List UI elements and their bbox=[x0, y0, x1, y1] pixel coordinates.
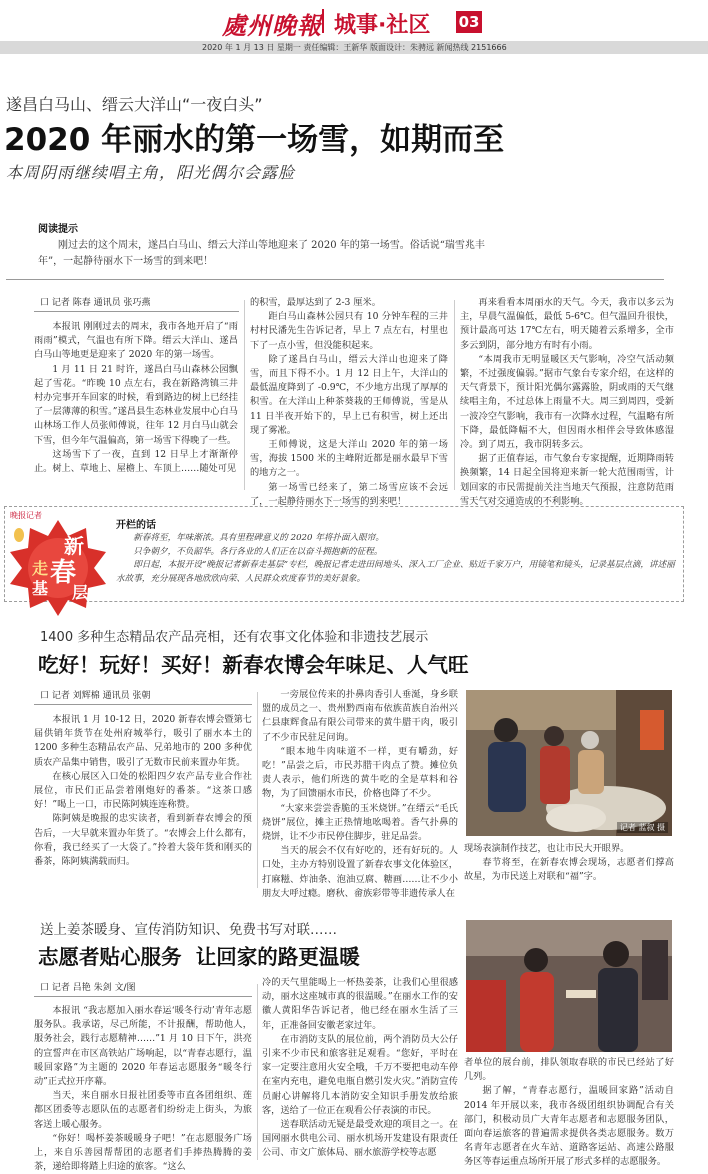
story2-col2-p2: “眼本地牛肉味道不一样，更有嚼劲，好吃！”品尝之后，市民苏腊干肉点了赞。摊位负责人表示，他们所选的黄牛吃的全是草料和谷物，为了回馈丽水市民，价格也降了不少。 bbox=[262, 745, 458, 800]
story2-col3 bbox=[464, 842, 674, 885]
story1-subhead: 本周阴雨继续唱主角，阳光偶尔会露脸 bbox=[6, 163, 296, 182]
story3-photo bbox=[466, 920, 672, 1052]
story3-divider-1 bbox=[257, 984, 258, 1160]
story1-col1-p3: 这场雪下了一夜，直到 12 日早上才渐渐停止。树上、草地上、屋檐上、车顶上……随处可见 bbox=[34, 448, 238, 475]
story2-col2-p1: 一旁展位传来的扑鼻肉香引人垂涎，身乡联盟的成员之一、贵州黔西南布依族苗族自治州兴仁县康辉食品有限公司带来的黄牛腊干肉，吸引了不少市民驻足问询。 bbox=[262, 689, 458, 743]
story1-col3 bbox=[460, 296, 674, 509]
story2-col1-p3: 陈阿姨是晚报的忠实读者，看到新春农博会的预告后，一大早就来置办年货了。“农博会上什么都有，你看，我已经买了一大袋了。”拎着大袋年货和刚买的番茶，陈阿姨满载而归。 bbox=[34, 813, 252, 868]
story3-col3-p1: 者单位的展台前，排队领取春联的市民已经站了好几列。 bbox=[464, 1057, 674, 1083]
story1-col3-p1: 再来看看本周丽水的天气。今天，我市以多云为主，早晨气温偏低，最低 5-6℃。但气温回升很快，预计最高可达 17℃左右，明天随着云系增多，全市多云到阴，部分地方有时有小雨。 bbox=[460, 297, 674, 351]
story2-headline: 吃好！玩好！买好！新春农博会年味足、人气旺 bbox=[38, 653, 469, 677]
story2-col3-p1: 现场表演制作技艺，也让市民大开眼界。 bbox=[464, 843, 630, 854]
story3-col1-p2: 当天，来自丽水日报社团委等市直各团组织、莲都区团委等志愿队伍的志愿者们纷纷走上街头，为旅客送上暖心服务。 bbox=[34, 1090, 252, 1130]
story3-col3-p2: 据了解，“青春志愿行，温暖回家路”活动自 2014 年开展以来，我市各级团组织协调配合有关部门，积极动员广大青年志愿者和志愿服务团队，面向春运旅客的普遍需求提供各类志愿服务。数万名青年志愿者在火车站、道路客运站、高速公路服务区等春运重点场所开展了形式多样的志愿服务。 bbox=[464, 1085, 674, 1168]
story1-col2-p1: 的积雪，最厚达到了 2-3 厘米。 bbox=[250, 297, 381, 308]
story2-byline-rule bbox=[34, 704, 252, 705]
story2-kicker: 1400 多种生态精品农产品亮相，还有农事文化体验和非遗技艺展示 bbox=[40, 630, 429, 645]
logo-separator bbox=[322, 9, 324, 33]
story1-divider-2 bbox=[454, 300, 455, 490]
seal-char-ceng: 层 bbox=[72, 583, 89, 602]
story3-col1 bbox=[34, 1004, 252, 1174]
summary-label: 阅读提示 bbox=[38, 224, 78, 235]
story1-col2-p5: 第一场雪已经来了，第二场雪应该不会远了，一起静待丽水下一场雪的到来吧！ bbox=[250, 481, 448, 507]
page-number: 03 bbox=[456, 11, 482, 33]
story3-byline: 口 记者 吕艳 朱剑 文/图 bbox=[40, 983, 136, 993]
story3-kicker: 送上姜茶暖身、宣传消防知识、免费书写对联…… bbox=[40, 922, 337, 938]
story1-col1-p1: 本报讯 刚刚过去的周末，我市各地开启了“雨雨雨”模式，气温也有所下降。缙云大洋山、遂昌白马山等地更是迎来了 2020 年的第一场雪。 bbox=[34, 321, 238, 361]
story2-byline: 口 记者 刘辉棉 通讯员 张朝 bbox=[40, 691, 151, 701]
story1-byline: 口 记者 陈春 通讯员 张巧燕 bbox=[40, 298, 151, 308]
story3-col2-p2: 在市消防支队的展位前，两个消防员大公仔引来不少市民和旅客驻足观看。“您好，平时在家一定要注意用火安全哦，千万不要把电动车停在室内充电，避免电瓶自燃引发火灾。”消防宣传员耐心讲解将几本消防安全知识手册发放给旅客，送给了一位正在观看公仔表演的市民。 bbox=[262, 1033, 458, 1116]
story1-headline: 2020 年丽水的第一场雪，如期而至 bbox=[4, 122, 505, 158]
story3-col1-p3: “你好！喝杯姜茶暖暖身子吧！”在志愿服务广场上，来自乐善园帮帮团的志愿者们手捧热腾腾的姜茶，递给即将踏上归途的旅客。“这么 bbox=[34, 1132, 252, 1173]
story2-col3-p2: 春节将至，在新春农博会现场，志愿者们撑高故星，为市民送上对联和“福”字。 bbox=[464, 857, 674, 883]
story1-col3-p3: 据了正值春运，市气象台专家提醒，近期降雨转换频繁，14 日起全国将迎来新一轮大范围雨雪，计划回家的市民需提前关注当地天气预报，注意防范雨雪天气对交通造成的不利影响。 bbox=[460, 453, 674, 507]
story3-byline-rule bbox=[34, 996, 252, 997]
story2-col2-p4: 当天的展会不仅有好吃的，还有好玩的。人口处，主办方特别设置了新春农事文化体验区，打麻糍、炸油条、泡油豆腐、糖画……让不少小朋友大呼过瘾。磨秋、畲族彩带等非遗传承人在 bbox=[262, 845, 458, 899]
dateline-bar bbox=[0, 41, 708, 54]
summary-box bbox=[6, 212, 664, 280]
lantern-icon bbox=[14, 528, 24, 542]
seal-char-xin: 新 bbox=[64, 534, 84, 558]
story3-col2-p1: 冷的天气里能喝上一杯热姜茶，让我们心里很感动，丽水这座城市真的很温暖。”在丽水工作的安徽人黄阳华告诉记者，他已经在丽水生活了三年，正准备回安徽老家过年。 bbox=[262, 977, 458, 1031]
newyear-seal bbox=[4, 508, 108, 620]
story1-col2-p2: 距白马山森林公园只有 10 分钟车程的三井村村民潘先生告诉记者，早上 7 点左右，村里也下了一点小雪，但没能积起来。 bbox=[250, 311, 448, 351]
story1-col2-p4: 王师傅说，这是大洋山 2020 年的第一场雪，海拔 1500 米的主峰附近都是丽水最早下雪的地方之一。 bbox=[250, 439, 448, 479]
story2-col1-p1: 本报讯 1 月 10-12 日，2020 新春农博会暨第七届供销年货节在处州府城举行，吸引了丽水本土的 1200 多种生态精品农产品、兄弟地市的 200 多种优质农产品集中销售，吸引了无数市民前来置办年货。 bbox=[34, 714, 252, 768]
story2-col1 bbox=[34, 713, 252, 869]
story1-kicker: 遂昌白马山、缙云大洋山“一夜白头” bbox=[6, 95, 263, 114]
story3-headline: 志愿者贴心服务 让回家的路更温暖 bbox=[38, 945, 360, 969]
newyear-line-3: 即日起，本报开设“晚报记者新春走基层”专栏，晚报记者走进田间地头、深入工厂企业、贴近千家万户，用镜笔和镜头，记录基层点滴，讲述丽水故事，充分展现各地欣欣向荣、人民群众欢度春节的美好景象。 bbox=[116, 560, 675, 584]
newyear-body bbox=[116, 532, 676, 586]
story3-col3 bbox=[464, 1056, 674, 1170]
market-scene-image bbox=[466, 690, 672, 836]
story1-byline-rule bbox=[34, 311, 239, 312]
seal-char-ji: 基 bbox=[32, 579, 49, 598]
newyear-line-2: 只争朝夕，不负韶华。各行各业的人们正在以奋斗拥抱新的征程。 bbox=[133, 546, 383, 557]
story1-col2 bbox=[250, 296, 448, 509]
section-title: 城事·社区 bbox=[334, 13, 431, 38]
story2-col1-p2: 在核心展区入口处的松阳四夕农产品专业合作社展位，市民们正品尝着刚炮好的番茶。“这茶口感好！”喝上一口，市民陈阿姨连连称赞。 bbox=[34, 770, 252, 811]
story2-photo bbox=[466, 690, 672, 836]
seal-char-zou: 走 bbox=[32, 559, 49, 578]
newyear-line-1: 新春将至，年味渐浓。具有里程碑意义的 2020 年将扑面入眼帘。 bbox=[133, 533, 384, 543]
dateline: 2020 年 1 月 13 日 星期一 责任编辑：王新华 版面设计：朱骋远 新闻热线 2151666 bbox=[202, 43, 507, 52]
story1-col3-p2: “本周我市无明显暖区天气影响，冷空气活动频繁，不过强度偏弱。”据市气象台专家介绍，在这样的天气背景下，预计阳光偶尔露露脸，阴或雨的天气继续唱主角，不过总体上雨量不大。周三到周四，受新一波冷空气影响，我市有一次降水过程，气温略有所下降，最低降幅不大，但因雨水相伴会导致体感湿冷。到了周五，我市阴转多云。 bbox=[460, 353, 674, 451]
volunteer-scene-image bbox=[466, 920, 672, 1052]
story2-col2 bbox=[262, 688, 458, 901]
story2-photo-caption: 记者 蓝叙 摄 bbox=[617, 822, 668, 833]
summary-text: 刚过去的这个周末，遂昌白马山、缙云大洋山等地迎来了 2020 年的第一场雪。俗话说“瑞雪兆丰年”，一起静待丽水下一场雪的到来吧！ bbox=[38, 240, 485, 267]
story1-col2-p3: 除了遂昌白马山，缙云大洋山也迎来了降雪，而且下得不小。1 月 12 日上午，大洋山的最低温度降到了 -0.9℃，不少地方出现了厚厚的积雪。在大洋山上种茶葵栽的王师傅说，雪是从 11 日半夜开始下的，早上已有积雪，树上还出现了雾凇。 bbox=[250, 353, 448, 436]
paper-logo: 處州晚報 bbox=[222, 11, 322, 40]
story1-divider-1 bbox=[244, 300, 245, 490]
story1-col1 bbox=[34, 320, 238, 476]
story2-col2-p3: “大家来尝尝香脆的玉米烧饼。”在缙云“毛氏烧饼”展位，摊主正热情地吆喝着。香气扑鼻的烧饼，让不少市民停住脚步，驻足品尝。 bbox=[262, 802, 458, 843]
story3-col1-p1: 本报讯 “我志愿加入丽水春运‘暖冬行动’青年志愿服务队。我承诺，尽己所能，不计报酬，帮助他人，服务社会，践行志愿精神……”1 月 10 日下午，洪亮的宣誓声在市区高铁站广场响起，以“青春志愿行，温暖回家路”为主题的 2020 年春运志愿服务“暖冬行动”正式拉开序幕。 bbox=[34, 1005, 252, 1088]
story3-col2 bbox=[262, 976, 458, 1161]
story2-divider-1 bbox=[257, 692, 258, 888]
seal-char-chun: 春 bbox=[50, 558, 77, 588]
story1-col1-p2: 1 月 11 日 21 时许，遂昌白马山森林公园飘起了雪花。“昨晚 10 点左右，我在新路湾镇三井村办完事开车回家的时候，看到路边的树上已经挂了一层薄薄的积雪。”遂昌县生态林业发展中心白马山林场工作人员张师傅说，往年 12 月白马山就会下雪，但今年气温偏高，第一场雪下得晚了一些。 bbox=[34, 363, 238, 446]
story3-col2-p3: 送春联活动无疑是最受欢迎的项目之一。在国网丽水供电公司、丽水机场开发建设有限责任公司、市文广旅体局、丽水旅游学校等志愿 bbox=[262, 1119, 458, 1159]
newyear-title: 开栏的话 bbox=[116, 520, 156, 531]
masthead bbox=[0, 0, 708, 44]
seal-top-label: 晚报记者 bbox=[10, 511, 42, 520]
